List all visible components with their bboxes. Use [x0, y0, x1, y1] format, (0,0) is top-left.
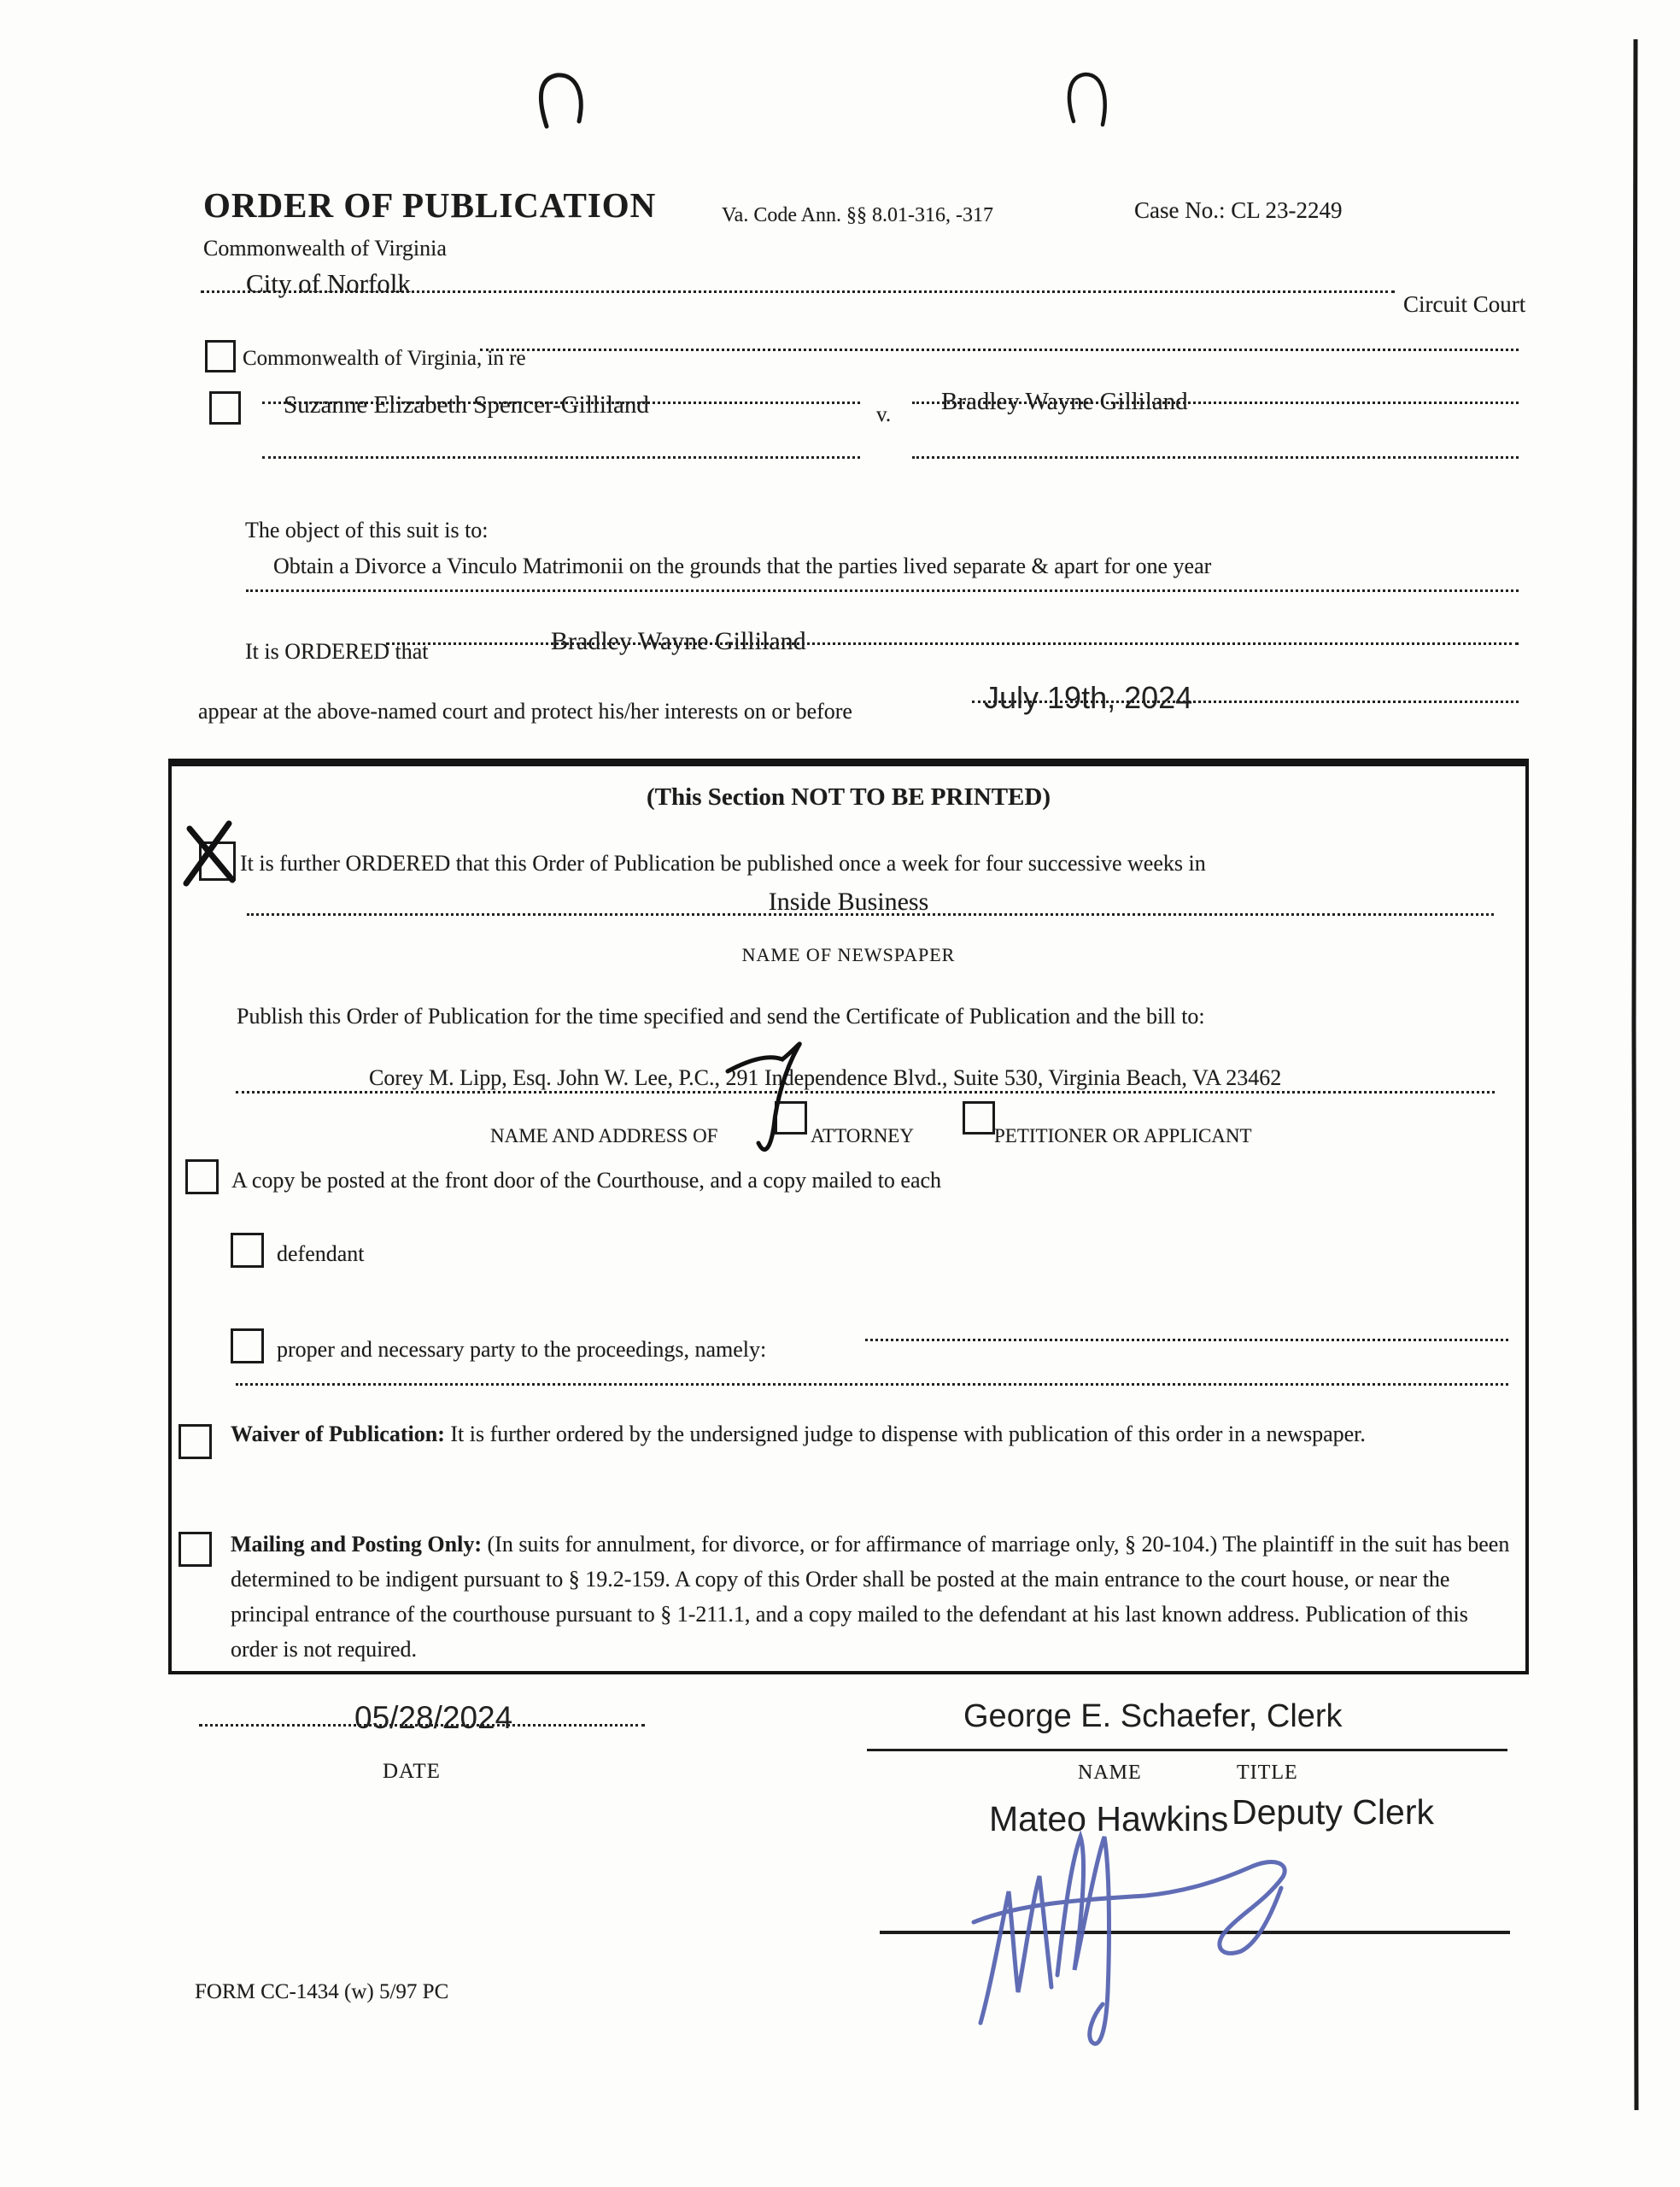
signature-line	[880, 1931, 1510, 1934]
code-reference: Va. Code Ann. §§ 8.01-316, -317	[722, 204, 993, 226]
appear-label: appear at the above-named court and protect his/her interests on or before	[198, 699, 852, 724]
in-re-label: Commonwealth of Virginia, in re	[243, 347, 526, 370]
deputy-clerk-signature	[974, 1837, 1285, 2043]
mailing-bold-label: Mailing and Posting Only:	[231, 1532, 482, 1557]
appear-line	[972, 701, 1519, 703]
object-value: Obtain a Divorce a Vinculo Matrimonii on the grounds that the parties lived separate & apart for one year	[273, 554, 1212, 578]
ordered-label: It is ORDERED that	[245, 639, 429, 664]
attorney-option-label: ATTORNEY	[811, 1125, 914, 1146]
copy-posted-label: A copy be posted at the front door of the Courthouse, and a copy mailed to each	[231, 1168, 942, 1193]
date-line	[199, 1724, 645, 1727]
newspaper-caption: NAME OF NEWSPAPER	[741, 944, 956, 965]
newspaper-line	[247, 913, 1494, 916]
newspaper-value: Inside Business	[768, 888, 929, 916]
name-caption: NAME	[1078, 1762, 1142, 1784]
publish-clause: It is further ORDERED that this Order of Publication be published once a week for four successive weeks in	[240, 851, 1206, 876]
defendant-checkbox[interactable]	[231, 1233, 264, 1268]
petitioner-checkbox[interactable]	[963, 1101, 995, 1135]
petitioner-option-label: PETITIONER OR APPLICANT	[994, 1125, 1252, 1146]
defendant-name: Bradley Wayne Gilliland	[941, 388, 1188, 415]
page-edge-line	[1634, 39, 1636, 2110]
publish-checkbox[interactable]	[199, 841, 236, 881]
defendant-line	[912, 402, 1519, 404]
copy-posted-checkbox[interactable]	[185, 1159, 219, 1194]
attorney-checkbox[interactable]	[775, 1101, 807, 1135]
attorney-address-value: Corey M. Lipp, Esq. John W. Lee, P.C., 291 Independence Blvd., Suite 530, Virginia Beach, VA 23462	[369, 1065, 1282, 1090]
proper-party-label: proper and necessary party to the proceedings, namely:	[277, 1337, 767, 1362]
box-heading: (This Section NOT TO BE PRINTED)	[647, 783, 1051, 811]
court-name-value: City of Norfolk	[246, 268, 411, 298]
party-checkbox[interactable]	[209, 391, 241, 425]
not-printed-section	[168, 759, 1529, 1674]
punch-hole-left-icon	[541, 75, 581, 126]
in-re-line	[480, 349, 1519, 351]
mailing-checkbox[interactable]	[179, 1532, 212, 1567]
appear-date-value: July 19th, 2024	[984, 680, 1193, 715]
waiver-bold-label: Waiver of Publication:	[231, 1422, 445, 1446]
proper-party-line2	[236, 1383, 1508, 1386]
plaintiff-name: Suzanne Elizabeth Spencer-Gilliland	[284, 391, 649, 419]
title-caption: TITLE	[1237, 1762, 1298, 1784]
proper-party-line	[865, 1339, 1508, 1341]
deputy-title-value: Deputy Clerk	[1232, 1792, 1434, 1832]
versus-label: v.	[876, 403, 892, 426]
ordered-name-value: Bradley Wayne Gilliland	[551, 627, 806, 655]
court-name-line	[201, 290, 1395, 293]
blank-line-right	[912, 456, 1519, 459]
ordered-line	[386, 642, 1519, 645]
object-line	[246, 589, 1519, 592]
waiver-text: It is further ordered by the undersigned judge to dispense with publication of this order in a newspaper.	[450, 1422, 1366, 1446]
deputy-name-value: Mateo Hawkins	[989, 1799, 1229, 1838]
page-title: ORDER OF PUBLICATION	[203, 185, 657, 225]
in-re-checkbox[interactable]	[205, 340, 236, 372]
address-line	[236, 1091, 1495, 1094]
clerk-name-title-value: George E. Schaefer, Clerk	[963, 1698, 1343, 1734]
blank-line-left	[262, 456, 860, 459]
defendant-option-label: defendant	[277, 1241, 365, 1266]
punch-hole-right-icon	[1069, 74, 1105, 125]
address-caption-prefix: NAME AND ADDRESS OF	[490, 1125, 718, 1146]
mailing-text: (In suits for annulment, for divorce, or for affirmance of marriage only, § 20-104.) The plaintiff in the suit has been determined to be indigent pursuant to § 19.2-159. A copy of this Order shall be posted at the main entrance to the court house, or near the principal entrance of the courthouse pursuant to § 1-211.1, and a copy mailed to the defendant at his last known address. Publication of this order is not required.	[231, 1532, 1510, 1662]
case-number: Case No.: CL 23-2249	[1134, 197, 1343, 223]
plaintiff-line	[262, 402, 860, 404]
form-number: FORM CC-1434 (w) 5/97 PC	[195, 1980, 449, 2003]
mailing-paragraph	[231, 1527, 1516, 1667]
date-value: 05/28/2024	[354, 1700, 513, 1735]
commonwealth-subtitle: Commonwealth of Virginia	[203, 236, 447, 261]
waiver-paragraph	[231, 1416, 1490, 1453]
object-label: The object of this suit is to:	[245, 518, 489, 542]
proper-party-checkbox[interactable]	[231, 1328, 264, 1363]
date-caption: DATE	[383, 1760, 441, 1783]
publish-instruction: Publish this Order of Publication for the time specified and send the Certificate of Publication and the bill to:	[237, 1004, 1205, 1029]
clerk-line	[867, 1749, 1507, 1751]
waiver-checkbox[interactable]	[179, 1424, 212, 1459]
circuit-court-label: Circuit Court	[1403, 291, 1526, 317]
